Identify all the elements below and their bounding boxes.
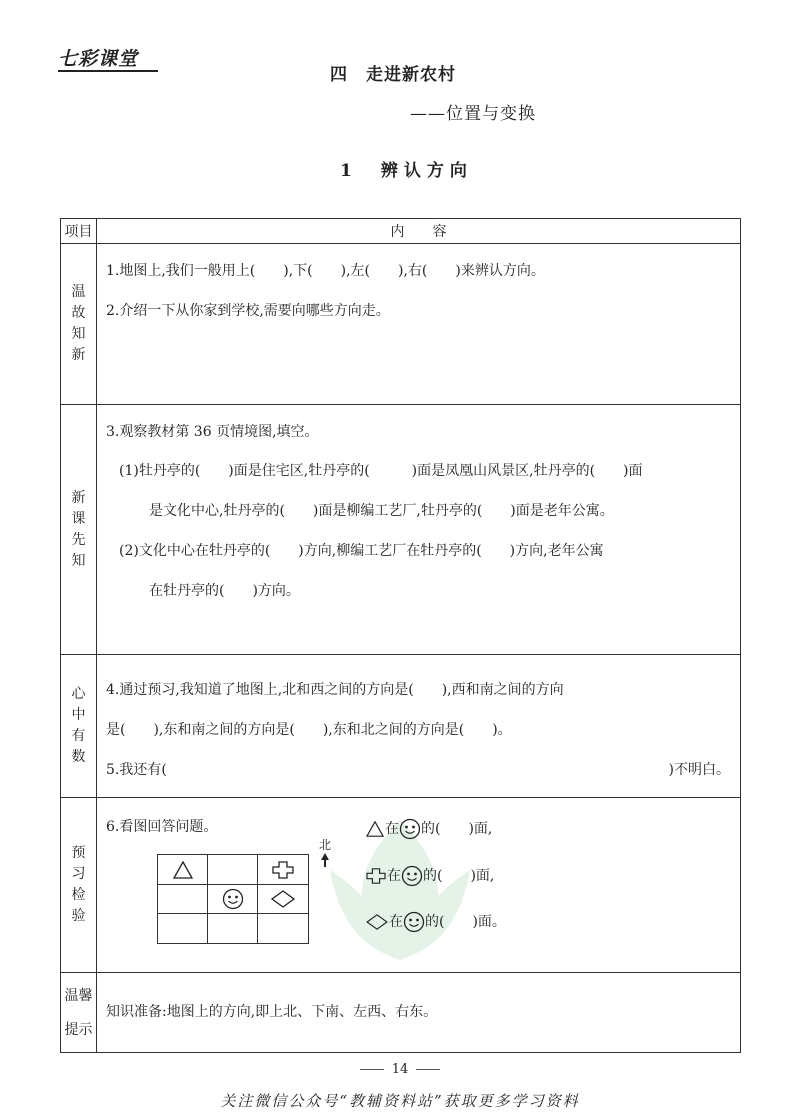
triangle-icon <box>365 820 385 838</box>
q3-part1-line2: 是文化中心,牡丹亭的( )面是柳编工艺厂,牡丹亭的( )面是老年公寓。 <box>149 503 614 519</box>
header-item: 项目 <box>61 219 97 244</box>
row-label-practice: 预 习 检 验 <box>61 798 97 973</box>
cross-icon <box>365 867 387 885</box>
smiley-icon <box>401 865 423 887</box>
north-arrow-icon <box>320 852 330 868</box>
row-label-review: 温 故 知 新 <box>61 244 97 405</box>
q3-part2-line1: (2)文化中心在牡丹亭的( )方向,柳编工艺厂在牡丹亭的( )方向,老年公寓 <box>119 543 604 559</box>
row-content-review <box>97 244 741 405</box>
diamond-icon <box>365 913 389 931</box>
smiley-icon <box>403 911 425 933</box>
q4-line2: 是( ),东和南之间的方向是( ),东和北之间的方向是( )。 <box>106 722 512 738</box>
position-grid <box>157 854 309 944</box>
q4-line1: 4.通过预习,我知道了地图上,北和西之间的方向是( ),西和南之间的方向 <box>106 682 564 698</box>
brand-underline <box>58 70 158 72</box>
north-indicator: 北 <box>319 839 331 871</box>
q3-part2-line2: 在牡丹亭的( )方向。 <box>149 583 300 599</box>
q1-text: 1.地图上,我们一般用上( ),下( ),左( ),右( )来辨认方向。 <box>106 263 545 279</box>
row-content-new-lesson <box>97 405 741 655</box>
row-label-self-check: 心 中 有 数 <box>61 655 97 798</box>
brand-logo: 七彩课堂 <box>58 48 139 70</box>
header-content: 内 容 <box>97 219 741 244</box>
row-content-tips <box>97 973 741 1053</box>
answer-line-diamond: 在 的( )面。 <box>365 911 506 933</box>
q6-text: 6.看图回答问题。 <box>106 819 218 835</box>
answer-line-cross: 在 的( )面, <box>365 865 494 887</box>
q5-end: )不明白。 <box>668 762 730 778</box>
row-label-new-lesson: 新 课 先 知 <box>61 405 97 655</box>
q5-text: 5.我还有( <box>106 762 167 778</box>
row-content-practice <box>97 798 741 973</box>
row-label-tips: 温馨 提示 <box>61 973 97 1053</box>
chapter-title: 四 走进新农村 <box>330 65 456 85</box>
triangle-icon <box>158 855 208 884</box>
cross-icon <box>258 855 308 884</box>
answer-line-triangle: 在 的( )面, <box>365 818 492 840</box>
chapter-subtitle: ——位置与变换 <box>410 104 536 124</box>
row-content-self-check <box>97 655 741 798</box>
q3-text: 3.观察教材第 36 页情境图,填空。 <box>106 424 319 440</box>
q2-text: 2.介绍一下从你家到学校,需要向哪些方向走。 <box>106 303 390 319</box>
tip-text: 知识准备:地图上的方向,即上北、下南、左西、右东。 <box>106 1004 438 1020</box>
diamond-icon <box>258 884 308 913</box>
worksheet-table <box>60 218 741 1053</box>
page-number: 14 <box>0 1062 800 1077</box>
q3-part1-line1: (1)牡丹亭的( )面是住宅区,牡丹亭的( )面是凤凰山风景区,牡丹亭的( )面 <box>119 463 643 479</box>
footer-note: 关注微信公众号“教辅资料站”获取更多学习资料 <box>220 1092 580 1110</box>
smiley-icon <box>208 884 258 913</box>
section-title: 1 辨认方向 <box>340 161 473 181</box>
smiley-icon <box>399 818 421 840</box>
